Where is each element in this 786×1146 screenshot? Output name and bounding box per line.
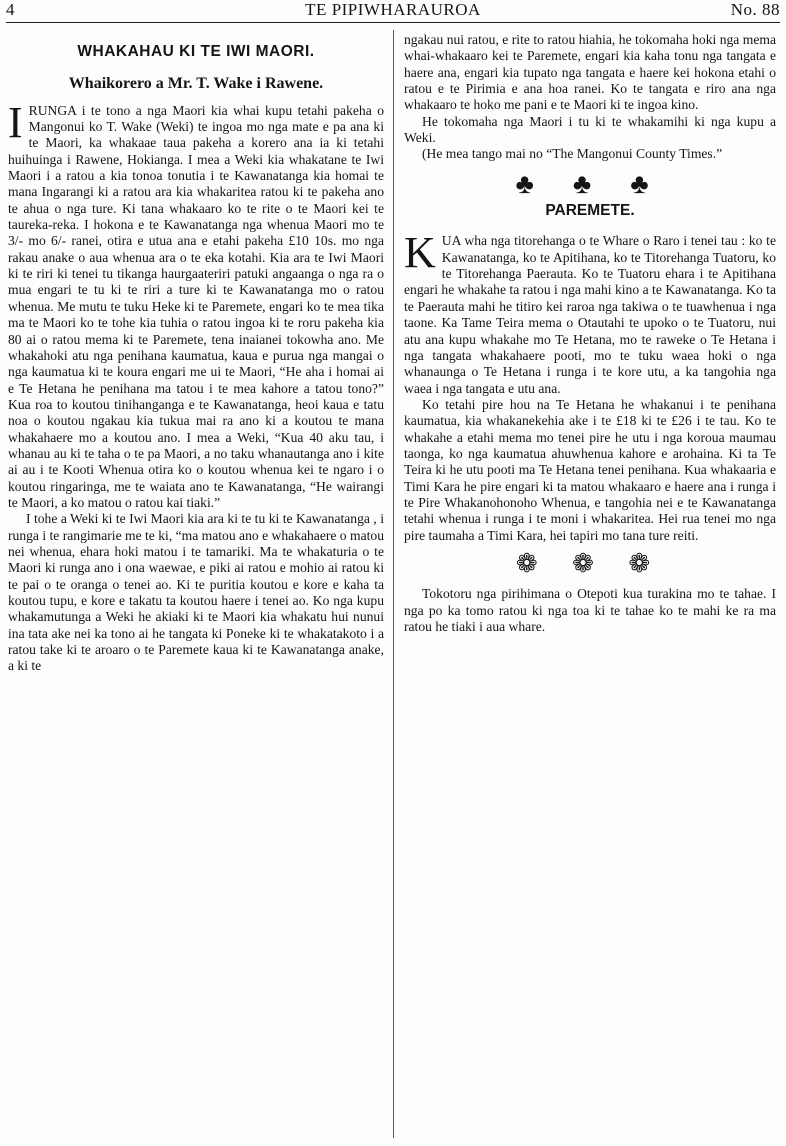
article-paragraph: ngakau nui ratou, e rite to ratou hiahia, he tokomaha hoki nga mema whai-whakaaro kei te Paremete, engari kia kaha tonu nga tangata e haere ana, engari kia tupato nga tangata e haere kei hokona etahi o ratou e te Pirimia e ana hoa ranei. Ko te tangata e riro ana nga whakaaro te hoko me pani e te Maori ki te ingoa kino.: [404, 32, 776, 113]
article-paragraph: Ko tetahi pire hou na Te Hetana he whakanui i te penihana kaumatua, kia whakanekehia ake i te £18 ki te £26 i te tau. Ko te whakahe a etahi mema mo tenei pire he utu i nga koroua maumau taonga, ko nga kaumatua ahuwhenua kahore e arohaina. Ki ta Te Teira ki he utu pooti ma Te Hetana tenei penihana. Kua whakaaria e Timi Kara he pire engari ki ta matou whakaaro e haere ana i runga i te Pire Whakanohonoho Whenua, e tangohia nei e te Kawanatanga tetahi whenua i runga i te moni i whakaritea. Hei rua tenei mo nga pire taumaha a Timi Kara, hei tapiri mo tana ture reiti.: [404, 396, 776, 543]
clover-ornament: ♣ ♣ ♣: [515, 168, 665, 200]
section-heading: PAREMETE.: [545, 202, 635, 220]
article-paragraph: Tokotoru nga pirihimana o Otepoti kua turakina mo te tahae. I nga po ka tomo ratou ki nga toa ki te tahae ko te mahi ke ra ma ratou he tiaki i aua whare.: [404, 586, 776, 634]
article-paragraph: KUA wha nga titorehanga o te Whare o Raro i tenei tau : ko te Kawanatanga, ko te Apitihana, ko te Titorehanga Tuatoru, ko te Titorehanga Paerauta. Ko te Tuatoru ehara i te Apitihana engari he whakahe ta ratou i nga mahi kino a te Kawanatanga. Ko ta te Paerauta mahi he titiro kei raroa nga takiwa o te tuawhenua i nga taone. Ka Tame Teira mema o Otautahi te upoko o te Tuatoru, nui atu ana kupu whakahe mo Te Hetana, mo te raweke o Te Hetana i nga tangata whakahaere pooti, mo te tuku waea hoki o nga whanaunga o Te Hetana i runga i te kore utu, a ka tangohia nga waea i nga tangata e utu ana.: [404, 228, 776, 396]
page-number: 4: [6, 0, 15, 19]
drop-cap: K: [404, 228, 436, 278]
running-header: [6, 0, 780, 23]
newspaper-title: TE PIPIWHARAUROA: [305, 0, 481, 19]
article-paragraph: (He mea tango mai no “The Mangonui County Times.”: [422, 146, 723, 162]
article-heading: WHAKAHAU KI TE IWI MAORI.: [77, 43, 315, 60]
right-column: [404, 32, 776, 635]
article-subheading: Whaikorero a Mr. T. Wake i Rawene.: [68, 75, 324, 93]
article-paragraph: IRUNGA i te tono a nga Maori kia whai kupu tetahi pakeha o Mangonui ko T. Wake (Weki) te ingoa mo nga mate e pa ana ki te Maori, ka whakaae taua pakeha a korero ana ia ki tetahi huihuinga i Rawene, Hokianga. I mea a Weki kia whakatane te Iwi Maori i a ratou a kia tonoa tonutia i te Kawanatanga kia homai te mana Ingarangi ki a ratou ara kia whakaritea ratou ki te pakeha ano te ahua o nga ture. Ki tana whakaaro ko te rite o te Maori kei te taureka-reka. I hokona e te Kawanatanga nga whenua Maori mo te 3/- mo 6/- ranei, otira e utua ana e etahi pakeha £10 10s. mo nga rakau anake o aua whenua ara o te eka kotahi. Kia ara te Iwi Maori ki te riri ki tenei tu tikanga haurgaateriri patuki angaanga o nga ra o mua engari te tu ki te riri a ture ki te Kawanatanga mo o ratou whenua. Me mutu te tuku Heke ki te Paremete, engari ko te mea tika ma te Maori ko te tohe kia tuhia o ratou ingoa ki te roru pakeha kia 80 ai o ratou mema ki te Paremete, tena inaianei tokowha ano. Me whakahoki atu nga penihana kaumatua, kaua e purua nga mangai o nga kaumatua ki te koura engari me ui te Maori, “He aha i homai ai e Te Hetana he penihana ma tatou i te mea kahore a tatou tono?” Kua roa to koutou tinihanganga e te Kawanatanga, heoi kaua e tatu noa o koutou ngakau kia tukua mai ra ano ki a koutou te mana whakahaere mo a koutou ano. I mea a Weki, “Kua 40 aku tau, i whanau au ki te taha o te pa Maori, a no taku whanautanga ano i kite ai au i te Kooti Whenua otira ko o koutou whenua kei te ngaro i o koutou ringaringa, me te waiata ano te Kawanatanga, “He wairangi te Maori, a ko matou o ratou kai tiaki.”: [8, 97, 384, 510]
issue-number: No. 88: [730, 0, 780, 19]
drop-cap: I: [8, 97, 23, 147]
article-paragraph: I tohe a Weki ki te Iwi Maori kia ara ki te tu ki te Kawanatanga , i runga i te rangimarie me te ki, “ma matou ano e whakahaere o matou nei whenua, ehara hoki matou i te tamariki. Ma te whakaturia o te Maori ki runga ano i ona waewae, e piki ai ratou e mohio ai ratou ki te pai o te oranga o tenei ao. Ki te puritia koutou e kore e kaha ta koutou tupu, e kore e takatu ta koutou haere i tenei ao. Ko nga kupu whakamutunga a Weki he akiaki ki te Maori kia whakatu hui nunui ina tata ake nei ka tono ai he tangata ki Poneke ki te whakatakoto i a ratou take ki te aroaro o te Paremete kaua ki te Kawanatanga anake, a ki te: [8, 511, 384, 674]
left-column: [8, 32, 384, 675]
column-rule: [393, 30, 394, 1138]
article-paragraph: He tokomaha nga Maori i tu ki te whakamihi ki nga kupu a Weki.: [404, 113, 776, 146]
flower-ornament: ❁ ❁ ❁: [515, 548, 665, 578]
